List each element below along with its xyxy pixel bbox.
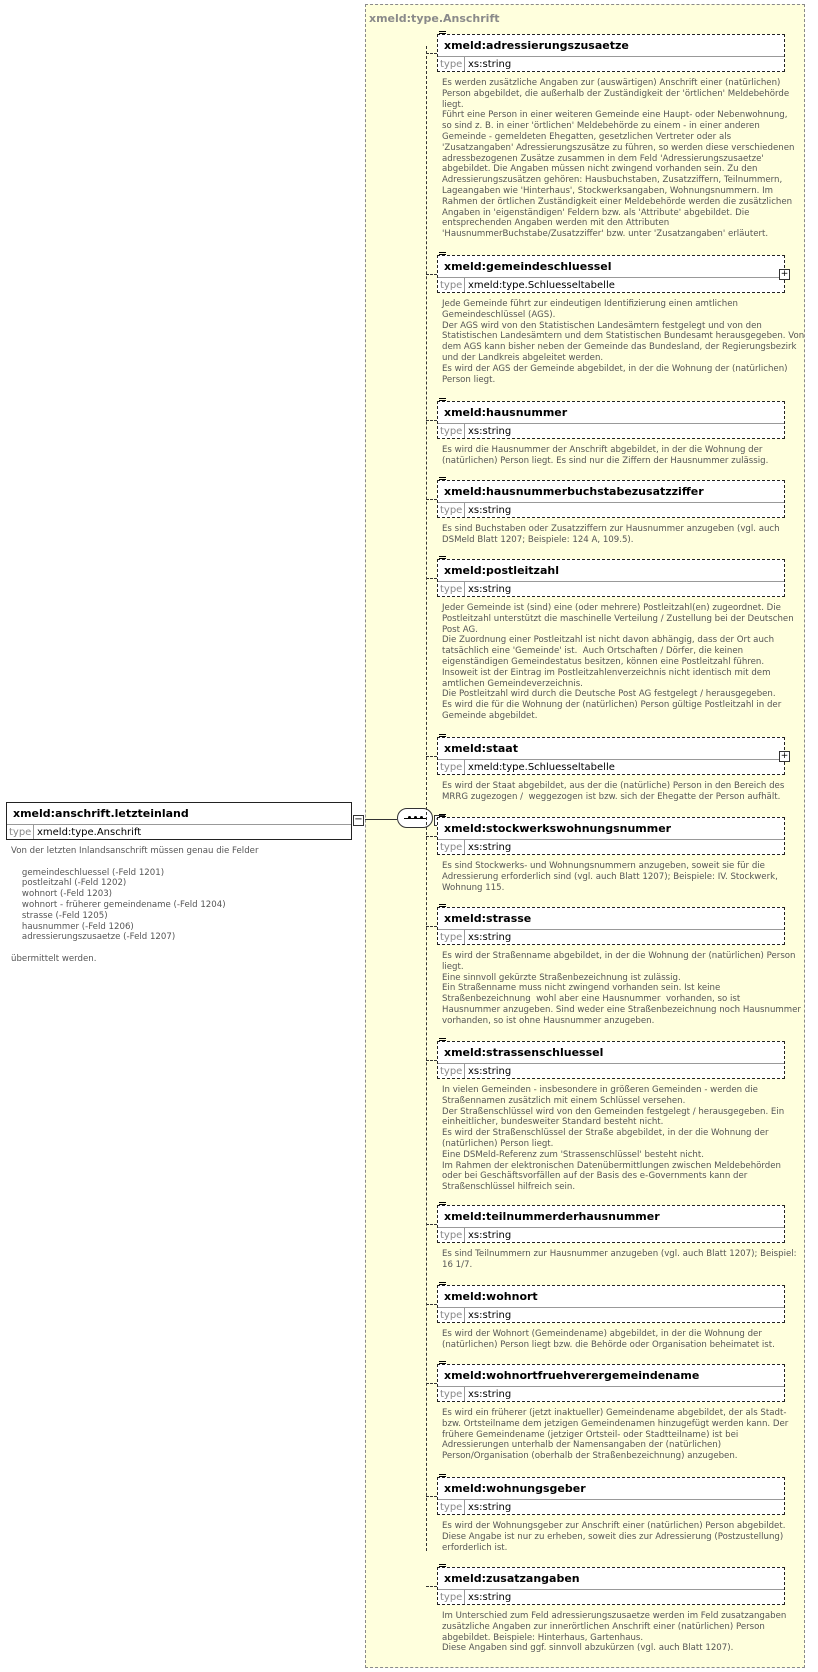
child-connector-line bbox=[426, 1304, 437, 1305]
element-box-teilnummerderhausnummer[interactable] bbox=[437, 1205, 785, 1243]
element-name: xmeld:hausnummer bbox=[444, 406, 568, 419]
child-connector-line bbox=[426, 756, 437, 757]
expand-toggle[interactable]: + bbox=[780, 269, 789, 279]
child-connector-line bbox=[426, 926, 437, 927]
child-connector-line bbox=[426, 1383, 437, 1384]
element-documentation: Es werden zusätzliche Angaben zur (auswärtigen) Anschrift einer (natürlichen) Person abgebildet, die außerhalb der Zuständigkeit der 'örtlichen' Meldebehörde liegt. Führt eine Person in einer weiteren Gemeinde eine Haupt- oder Nebenwohnung, so sind z. B. in einer 'örtlichen' Meldebehörde zu einem - in einer anderen Gemeinde - gemeldeten Ehegatten, gesetzlichen Vertreter oder als 'Zusatzangaben' Adressierungszusätze zu führen, so werden diese verschiedenen adressbezogenen Zusätze zusammen in dem Feld 'Adressierungszusaetze' abgebildet. Die Angaben müssen nicht zwingend vorhanden sein. Zu den Adressierungszusätzen gehören: Hausbuchstaben, Zusatzziffern, Teilnummern, Lageangaben wie 'Hinterhaus', Stockwerksangaben, Wohnungsnummern. Im Rahmen der örtlichen Zuständigkeit einer Meldebehörde werden die zusätzlichen Angaben in 'eigenständigen' Feldern bzw. als 'Attribute' abgebildet. Die entsprechenden Angaben werden mit den Attributen 'HausnummerBuchstabe/Zusatzziffer' bzw. unter 'Zusatzangaben' erläutert. bbox=[442, 78, 795, 240]
expand-toggle[interactable]: + bbox=[780, 751, 789, 761]
element-type-value: xs:string bbox=[468, 842, 512, 853]
element-type-value: xmeld:type.Schluesseltabelle bbox=[468, 280, 615, 291]
child-connector-line bbox=[426, 53, 437, 54]
element-type-value: xs:string bbox=[468, 505, 512, 516]
child-connector-line bbox=[426, 836, 437, 837]
child-connector-line bbox=[426, 274, 437, 275]
element-type-value: xs:string bbox=[468, 584, 512, 595]
sequence-trunk-line bbox=[426, 46, 427, 1551]
element-name: xmeld:hausnummerbuchstabezusatzziffer bbox=[444, 485, 704, 498]
element-box-staat[interactable] bbox=[437, 737, 785, 775]
root-element-box[interactable] bbox=[6, 802, 352, 840]
element-documentation: Es wird der Straßenname abgebildet, in der die Wohnung der (natürlichen) Person liegt. Eine sinnvoll gekürzte Straßenbezeichnung ist zulässig. Ein Straßenname muss nicht zwingend vorhanden sein. Ist keine Straßenbezeichnung wohl aber eine Hausnummer vorhanden, so ist Hausnummer anzugeben. Sind weder eine Straßenbezeichnung noch Hausnummer vorhanden, so ist ohne Hausnummer anzugeben. bbox=[442, 951, 801, 1026]
element-type-label: type bbox=[440, 1066, 463, 1077]
element-box-wohnungsgeber[interactable] bbox=[437, 1477, 785, 1515]
element-type-label: type bbox=[440, 1592, 463, 1603]
element-documentation: Jede Gemeinde führt zur eindeutigen Identifizierung einen amtlichen Gemeindeschlüssel (AGS). Der AGS wird von den Statistischen Landesämtern festgelegt und von den Statistischen Landesämtern und dem Statistischen Bundesamt herausgegeben. Von dem AGS kann bisher neben der Gemeinde das Bundesland, der Regierungsbezirk und der Landkreis abgeleitet werden. Es wird der AGS der Gemeinde abgebildet, in der die Wohnung der (natürlichen) Person liegt. bbox=[442, 299, 805, 385]
child-connector-line bbox=[426, 1496, 437, 1497]
element-type-label: type bbox=[440, 505, 463, 516]
element-documentation: In vielen Gemeinden - insbesondere in größeren Gemeinden - werden die Straßennamen zusätzlich mit einem Schlüssel versehen. Der Straßenschlüssel wird von den Gemeinden festgelegt / herausgegeben. Ein einheitlicher, bundesweiter Standard besteht nicht. Es wird der Straßenschlüssel der Straße abgebildet, in der die Wohnung der (natürlichen) Person liegt. Eine DSMeld-Referenz zum 'Strassenschlüssel' besteht nicht. Im Rahmen der elektronischen Datenübermittlungen zwischen Meldebehörden oder bei Geschäftsvorfällen auf der Basis des e-Governments kann der Straßenschlüssel hilfreich sein. bbox=[442, 1085, 785, 1193]
element-type-label: type bbox=[440, 932, 463, 943]
element-documentation: Es wird der Wohnungsgeber zur Anschrift einer (natürlichen) Person abgebildet. Diese Angabe ist nur zu erheben, soweit dies zur Adressierung (Postzustellung) erforderlich ist. bbox=[442, 1521, 786, 1553]
element-name: xmeld:wohnungsgeber bbox=[444, 1482, 586, 1495]
element-type-label: type bbox=[440, 1389, 463, 1400]
root-documentation: Von der letzten Inlandsanschrift müssen genau die Felder gemeindeschluessel (-Feld 1201) postleitzahl (-Feld 1202) wohnort (-Feld 1203) wohnort - früherer gemeindename (-Feld 1204) strasse (-Feld 1205) hausnummer (-Feld 1206) adressierungszusaetze (-Feld 1207) übermittelt werden. bbox=[11, 846, 259, 964]
element-name: xmeld:postleitzahl bbox=[444, 564, 559, 577]
child-connector-line bbox=[426, 1060, 437, 1061]
element-name: xmeld:teilnummerderhausnummer bbox=[444, 1210, 660, 1223]
element-type-label: type bbox=[440, 842, 463, 853]
element-type-label: type bbox=[440, 1230, 463, 1241]
element-box-hausnummer[interactable] bbox=[437, 401, 785, 439]
element-type-label: type bbox=[440, 1502, 463, 1513]
element-documentation: Es wird der Staat abgebildet, aus der die (natürliche) Person in den Bereich des MRRG zugezogen / weggezogen ist bzw. sich der Ehegatte der Person aufhält. bbox=[442, 781, 785, 802]
element-type-label: type bbox=[440, 280, 463, 291]
element-type-value: xs:string bbox=[468, 1502, 512, 1513]
child-connector-line bbox=[426, 578, 437, 579]
element-type-value: xs:string bbox=[468, 59, 512, 70]
element-type-value: xs:string bbox=[468, 1310, 512, 1321]
child-connector-line bbox=[426, 1586, 437, 1587]
element-name: xmeld:zusatzangaben bbox=[444, 1572, 580, 1585]
element-type-value: xs:string bbox=[468, 932, 512, 943]
sequence-compositor[interactable] bbox=[397, 808, 433, 828]
element-box-zusatzangaben[interactable] bbox=[437, 1567, 785, 1605]
element-box-strassenschluessel[interactable] bbox=[437, 1041, 785, 1079]
root-type-label: type bbox=[9, 827, 32, 838]
element-name: xmeld:wohnort bbox=[444, 1290, 538, 1303]
element-box-stockwerkswohnungsnummer[interactable] bbox=[437, 817, 785, 855]
element-type-value: xs:string bbox=[468, 1592, 512, 1603]
element-type-value: xs:string bbox=[468, 426, 512, 437]
element-type-value: xs:string bbox=[468, 1066, 512, 1077]
complex-type-title: xmeld:type.Anschrift bbox=[369, 12, 500, 25]
element-box-postleitzahl[interactable] bbox=[437, 559, 785, 597]
element-documentation: Es wird ein früherer (jetzt inaktueller) Gemeindename abgebildet, der als Stadt- bzw. Ortsteilname dem jetzigen Gemeindenamen hinzugefügt werden kann. Der frühere Gemeindename (jetziger Ortsteil- oder Stadtteilname) ist bei Adressierungen unterhalb der Namensangaben der (natürlichen) Person/Organisation (oberhalb der Straßenbezeichnung) anzugeben. bbox=[442, 1408, 789, 1462]
element-box-wohnort[interactable] bbox=[437, 1285, 785, 1323]
element-name: xmeld:strassenschluessel bbox=[444, 1046, 604, 1059]
element-type-label: type bbox=[440, 426, 463, 437]
element-type-label: type bbox=[440, 584, 463, 595]
root-type-value: xmeld:type.Anschrift bbox=[37, 827, 142, 838]
element-name: xmeld:gemeindeschluessel bbox=[444, 260, 612, 273]
element-documentation: Es sind Teilnummern zur Hausnummer anzugeben (vgl. auch Blatt 1207); Beispiel: 16 1/7. bbox=[442, 1249, 797, 1270]
element-type-value: xs:string bbox=[468, 1389, 512, 1400]
root-collapse-toggle[interactable]: − bbox=[354, 814, 363, 825]
element-type-label: type bbox=[440, 1310, 463, 1321]
element-type-label: type bbox=[440, 762, 463, 773]
element-name: xmeld:adressierungszusaetze bbox=[444, 39, 629, 52]
root-connector-line bbox=[365, 819, 397, 820]
element-type-label: type bbox=[440, 59, 463, 70]
child-connector-line bbox=[426, 1224, 437, 1225]
root-element-name: xmeld:anschrift.letzteinland bbox=[13, 807, 189, 820]
element-documentation: Im Unterschied zum Feld adressierungszusaetze werden im Feld zusatzangaben zusätzliche Angaben zur innerörtlichen Anschrift einer (natürlichen) Person abgebildet. Beispiele: Hinterhaus, Gartenhaus. Diese Angaben sind ggf. sinnvoll abzukürzen (vgl. auch Blatt 1207). bbox=[442, 1611, 787, 1654]
element-type-value: xmeld:type.Schluesseltabelle bbox=[468, 762, 615, 773]
element-box-wohnortfruehverergemeindename[interactable] bbox=[437, 1364, 785, 1402]
element-name: xmeld:strasse bbox=[444, 912, 532, 925]
element-documentation: Es sind Stockwerks- und Wohnungsnummern anzugeben, soweit sie für die Adressierung erforderlich sind (vgl. auch Blatt 1207); Beispiele: IV. Stockwerk, Wohnung 115. bbox=[442, 861, 778, 893]
element-box-adressierungszusaetze[interactable] bbox=[437, 34, 785, 72]
element-type-value: xs:string bbox=[468, 1230, 512, 1241]
element-box-gemeindeschluessel[interactable] bbox=[437, 255, 785, 293]
element-documentation: Jeder Gemeinde ist (sind) eine (oder mehrere) Postleitzahl(en) zugeordnet. Die Postleitzahl unterstützt die maschinelle Verteilung / Zustellung bei der Deutschen Post AG. Die Zuordnung einer Postleitzahl ist nicht davon abhängig, dass der Ort auch tatsächlich eine 'Gemeinde' ist. Auch Ortschaften / Dörfer, die keinen eigenständigen Gemeindestatus besitzen, können eine Postleitzahl führen. Insoweit ist der Eintrag im Postleitzahlenverzeichnis nicht identisch mit dem amtlichen Gemeindeverzeichnis. Die Postleitzahl wird durch die Deutsche Post AG festgelegt / herausgegeben. Es wird die für die Wohnung der (natürlichen) Person gültige Postleitzahl in der Gemeinde abgebildet. bbox=[442, 603, 794, 721]
element-documentation: Es wird die Hausnummer der Anschrift abgebildet, in der die Wohnung der (natürlichen) Person liegt. Es sind nur die Ziffern der Hausnummer zulässig. bbox=[442, 445, 769, 466]
element-box-strasse[interactable] bbox=[437, 907, 785, 945]
element-box-hausnummerbuchstabezusatzziffer[interactable] bbox=[437, 480, 785, 518]
element-name: xmeld:wohnortfruehverergemeindename bbox=[444, 1369, 700, 1382]
element-name: xmeld:stockwerkswohnungsnummer bbox=[444, 822, 672, 835]
element-documentation: Es wird der Wohnort (Gemeindename) abgebildet, in der die Wohnung der (natürlichen) Person liegt bzw. die Behörde oder Organisation beheimatet ist. bbox=[442, 1329, 775, 1350]
element-name: xmeld:staat bbox=[444, 742, 518, 755]
child-connector-line bbox=[426, 420, 437, 421]
child-connector-line bbox=[426, 499, 437, 500]
element-documentation: Es sind Buchstaben oder Zusatzziffern zur Hausnummer anzugeben (vgl. auch DSMeld Blatt 1207; Beispiele: 124 A, 109.5). bbox=[442, 524, 780, 545]
